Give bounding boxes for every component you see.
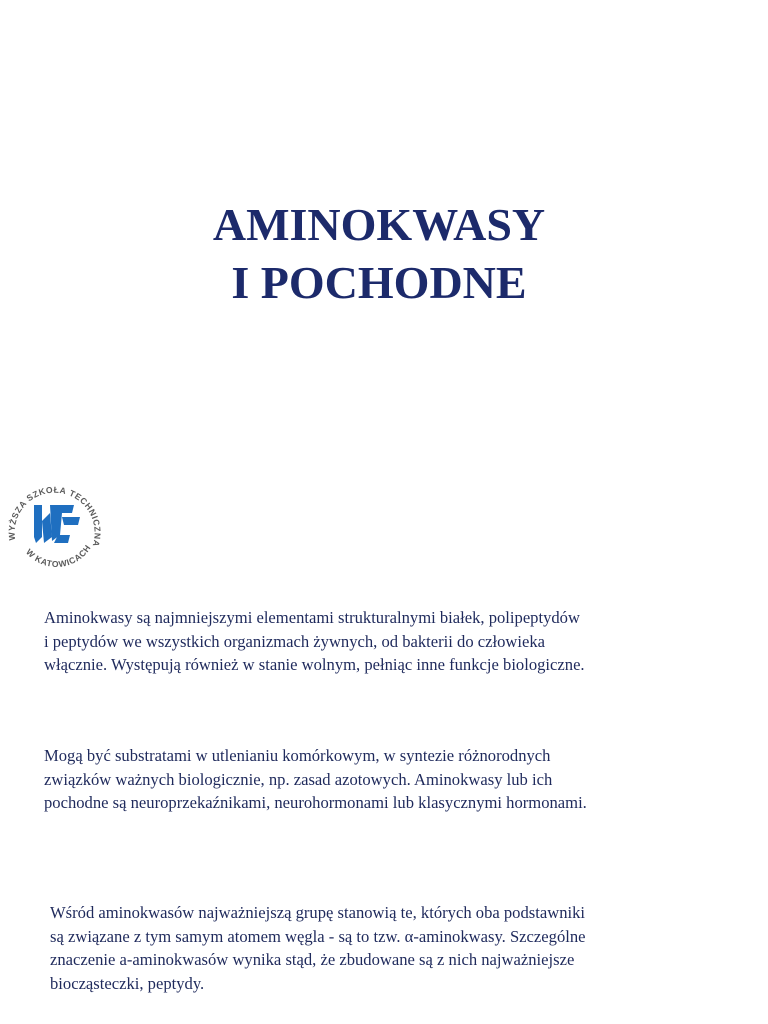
svg-text:WYŻSZA SZKOŁA TECHNICZNA: WYŻSZA SZKOŁA TECHNICZNA [6, 484, 103, 549]
school-logo [2, 477, 106, 573]
paragraph-2 [44, 744, 587, 815]
paragraph-1-line-3: włącznie. Występują również w stanie wolnym, pełniąc inne funkcje biologiczne. [44, 655, 585, 674]
paragraph-1-line-2: i peptydów we wszystkich organizmach żywnych, od bakterii do człowieka [44, 631, 546, 651]
title-line-2: I POCHODNE [231, 257, 527, 308]
paragraph-3-line-2: są związane z tym samym atomem węgla - są to tzw. α-aminokwasy. Szczególne [50, 926, 586, 946]
page-title [0, 196, 758, 312]
paragraph-3-line-3: znaczenie a-aminokwasów wynika stąd, że zbudowane są z nich najważniejsze [50, 950, 575, 969]
paragraph-3-line-4: biocząsteczki, peptydy. [50, 973, 205, 993]
paragraph-2-line-2: związków ważnych biologicznie, np. zasad azotowych. Aminokwasy lub ich [44, 769, 553, 789]
wst-logo-icon [2, 477, 106, 573]
paragraph-2-line-1: Mogą być substratami w utlenianiu komórkowym, w syntezie różnorodnych [44, 746, 551, 765]
paragraph-3-line-1: Wśród aminokwasów najważniejszą grupę stanowią te, których oba podstawniki [50, 903, 586, 922]
paragraph-2-line-3: pochodne są neuroprzekaźnikami, neurohormonami lub klasycznymi hormonami. [44, 793, 587, 812]
paragraph-1-line-1: Aminokwasy są najmniejszymi elementami strukturalnymi białek, polipeptydów [44, 608, 580, 627]
title-line-1: AMINOKWASY [212, 199, 546, 250]
paragraph-3 [50, 901, 586, 995]
svg-text:W KATOWICACH: W KATOWICACH [24, 542, 93, 570]
paragraph-1 [44, 606, 585, 677]
